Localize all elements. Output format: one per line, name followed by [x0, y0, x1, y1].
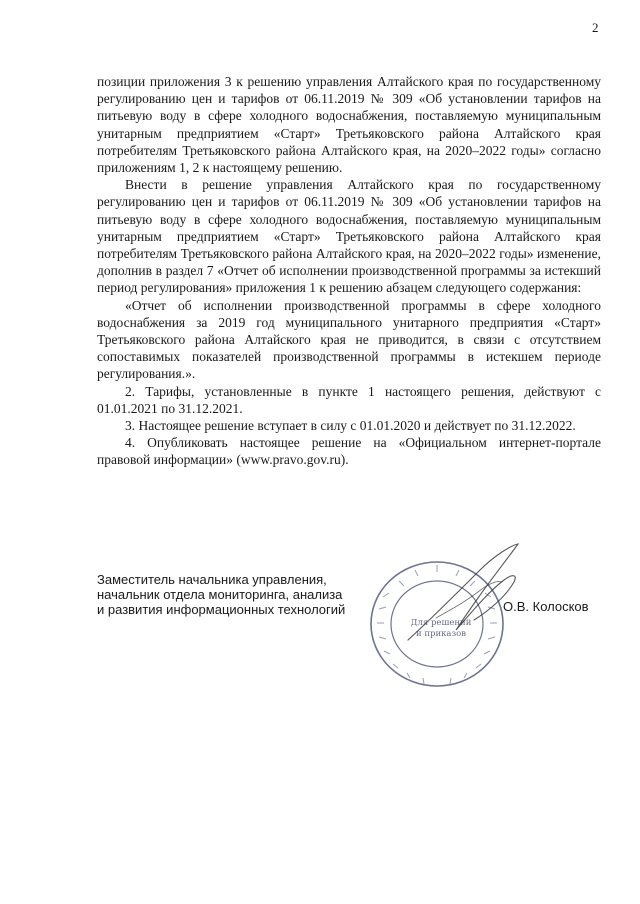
document-body [97, 73, 601, 469]
handwritten-signature [400, 540, 530, 650]
page-number: 2 [592, 20, 599, 35]
paragraph-continuation: позиции приложения 3 к решению управления Алтайского края по государственному регулированию цен и тарифов от 06.11.2019 № 309 «Об установлении тарифов на питьевую воду в сфере холодного водоснабжения, поставляемую муниципальным унитарным предприятием «Старт» Третьяковского района Алтайского края потребителям Третьяковского района Алтайского края, на 2020–2022 годы» согласно приложениям 1, 2 к настоящему решению. [97, 74, 601, 176]
paragraph-item-3: 3. Настоящее решение вступает в силу с 01.01.2020 и действует по 31.12.2022. [125, 418, 576, 434]
signature-stroke [408, 544, 518, 640]
paragraph-item-4: 4. Опубликовать настоящее решение на «Официальном интернет-портале правовой информации» (www.pravo.gov.ru). [97, 435, 601, 468]
paragraph-item-2: 2. Тарифы, установленные в пункте 1 настоящего решения, действуют с 01.01.2021 по 31.12.2021. [97, 383, 601, 416]
stamp-center-text: и приказов [415, 629, 467, 639]
position-line: начальник отдела мониторинга, анализа [97, 587, 343, 602]
stamp-center-text: Для решений [410, 618, 472, 628]
signature-stroke [436, 581, 502, 618]
paragraph-amendment: Внести в решение управления Алтайского края по государственному регулированию цен и тарифов от 06.11.2019 № 309 «Об установлении тарифов на питьевую воду в сфере холодного водоснабжения, поставляемую муниципальным унитарным предприятием «Старт» Третьяковского района Алтайского края потребителям Третьяковского района Алтайского края, на 2020–2022 годы» изменение, дополнив в раздел 7 «Отчет об исполнении производственной программы за истекший период регулирования» приложения 1 к решению абзацем следующего содержания: [97, 177, 601, 296]
position-line: и развития информационных технологий [97, 602, 346, 617]
position-line: Заместитель начальника управления, [97, 572, 327, 587]
signatory-position [97, 572, 397, 617]
paragraph-quote: «Отчет об исполнении производственной программы в сфере холодного водоснабжения за 2019 год муниципального унитарного предприятия «Старт» Третьяковского района Алтайского края не приводится, в связи с отсутствием сопоставимых показателей производственной программы в истекшем периоде регулирования.». [97, 297, 601, 382]
signer-name: О.В. Колосков [503, 599, 589, 614]
